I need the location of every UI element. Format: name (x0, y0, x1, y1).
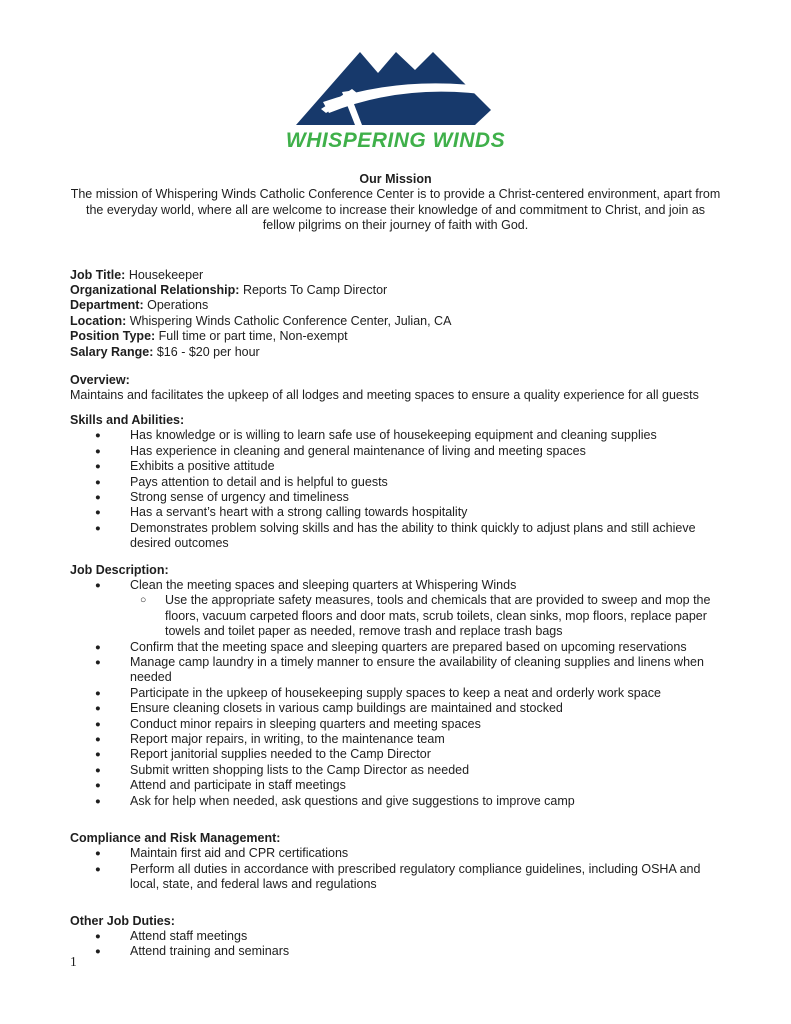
list-item-text: Perform all duties in accordance with prescribed regulatory compliance guidelines, including OSHA and local, state, and federal laws and regulations (130, 861, 701, 892)
department-value: Operations (147, 298, 209, 313)
list-item-text: Pays attention to detail and is helpful to guests (130, 474, 388, 489)
list-item (95, 686, 721, 701)
bullet-icon: ● (95, 491, 101, 503)
bullet-icon: ● (95, 946, 101, 958)
mission-text: The mission of Whispering Winds Catholic Conference Center is to provide a Christ-centered environment, apart from the everyday world, where all are welcome to increase their knowledge of and commitment to Christ, and join as fellow pilgrims on their journey of faith with God. (70, 187, 721, 233)
list-item-text: Exhibits a positive attitude (130, 459, 275, 474)
bullet-icon: ● (95, 476, 101, 488)
list-item-text: Demonstrates problem solving skills and has the ability to think quickly to adjust plans and still achieve desired outcomes (130, 520, 696, 551)
list-item-text: Ask for help when needed, ask questions and give suggestions to improve camp (130, 793, 575, 808)
bullet-icon: ● (95, 749, 101, 761)
brand-name: WHISPERING WINDS (285, 129, 506, 152)
list-item (95, 717, 721, 732)
list-item (95, 521, 721, 552)
salary-range-row (70, 345, 721, 360)
salary-range-value: $16 - $20 per hour (156, 344, 260, 359)
org-relationship-label: Organizational Relationship: (70, 283, 240, 298)
list-item-text: Attend training and seminars (130, 944, 290, 959)
bullet-icon: ● (95, 461, 101, 473)
department-label: Department: (70, 298, 144, 313)
job-description-list (70, 578, 721, 809)
bullet-icon: ● (95, 687, 101, 699)
org-relationship-row (70, 283, 721, 298)
bullet-icon: ● (95, 780, 101, 792)
bullet-icon: ● (95, 641, 101, 653)
list-item-text: Has a servant’s heart with a strong calling towards hospitality (130, 505, 468, 520)
bullet-icon: ● (95, 734, 101, 745)
list-item-text: Clean the meeting spaces and sleeping quarters at Whispering Winds (130, 577, 517, 592)
bullet-icon: ● (95, 718, 101, 730)
location-label: Location: (70, 313, 127, 328)
bullet-icon: ● (95, 795, 101, 807)
position-type-row (70, 329, 721, 344)
list-item-text: Participate in the upkeep of housekeeping supply spaces to keep a neat and orderly work space (130, 685, 661, 700)
bullet-icon: ● (95, 863, 101, 875)
list-item (95, 459, 721, 474)
overview-text: Maintains and facilitates the upkeep of all lodges and meeting spaces to ensure a quality experience for all guests (70, 388, 699, 403)
compliance-heading: Compliance and Risk Management: (70, 831, 281, 846)
list-item (95, 763, 721, 778)
list-item-text: Conduct minor repairs in sleeping quarters and meeting spaces (130, 716, 481, 731)
list-item-text: Has knowledge or is willing to learn safe use of housekeeping equipment and cleaning supplies (130, 428, 657, 443)
list-item-text: Confirm that the meeting space and sleeping quarters are prepared based on upcoming reservations (130, 639, 687, 654)
location-row (70, 314, 721, 329)
job-description-heading: Job Description: (70, 562, 169, 577)
compliance-list (70, 846, 721, 892)
list-item-text: Report janitorial supplies needed to the Camp Director (130, 747, 431, 762)
list-item (95, 505, 721, 520)
list-item-text: Strong sense of urgency and timeliness (130, 489, 349, 504)
list-item (95, 475, 721, 490)
department-row (70, 298, 721, 313)
list-item (95, 428, 721, 443)
job-title-value: Housekeeper (128, 267, 204, 282)
list-item (95, 578, 721, 593)
bullet-icon: ● (95, 764, 101, 776)
list-item-text: Maintain first aid and CPR certifications (130, 846, 349, 861)
skills-heading: Skills and Abilities: (70, 412, 185, 427)
bullet-icon: ● (95, 656, 101, 668)
overview-heading: Overview: (70, 373, 130, 388)
list-item (95, 732, 721, 747)
job-title-label: Job Title: (70, 267, 126, 282)
other-duties-list (70, 929, 721, 960)
list-item (95, 490, 721, 505)
bullet-icon: ● (95, 522, 101, 534)
list-item (95, 778, 721, 793)
list-item (95, 944, 721, 959)
bullet-icon: ● (95, 931, 101, 943)
org-relationship-value: Reports To Camp Director (242, 283, 388, 298)
hollow-bullet-icon: ○ (140, 594, 147, 607)
bullet-icon: ● (95, 445, 101, 457)
bullet-icon: ● (95, 848, 101, 860)
list-item-text: Submit written shopping lists to the Camp Director as needed (130, 762, 470, 777)
list-item-text: Use the appropriate safety measures, tools and chemicals that are provided to sweep and mop the floors, vacuum carpeted floors and door mats, scrub toilets, clean sinks, mop floors, replace paper towels and toilet paper as needed, remove trash and replace trash bags (165, 593, 711, 639)
location-value: Whispering Winds Catholic Conference Center, Julian, CA (129, 313, 452, 328)
sub-list-item (140, 593, 721, 639)
bullet-icon: ● (95, 579, 101, 591)
list-item-text: Attend and participate in staff meetings (130, 778, 346, 793)
list-item-text: Attend staff meetings (130, 929, 248, 944)
list-item (95, 794, 721, 809)
list-item (95, 929, 721, 944)
list-item (95, 846, 721, 861)
job-title-row (70, 268, 721, 283)
list-item (95, 747, 721, 762)
bullet-icon: ● (95, 507, 101, 519)
bullet-icon: ● (95, 703, 101, 715)
list-item (95, 655, 721, 686)
list-item-text: Report major repairs, in writing, to the maintenance team (130, 732, 445, 746)
list-item (95, 640, 721, 655)
list-item-text: Ensure cleaning closets in various camp buildings are maintained and stocked (130, 701, 563, 716)
logo (70, 0, 721, 153)
list-item (95, 701, 721, 716)
list-item (95, 862, 721, 893)
position-type-label: Position Type: (70, 329, 156, 344)
bullet-icon: ● (95, 430, 101, 442)
list-item-text: Manage camp laundry in a timely manner to ensure the availability of cleaning supplies and linens when needed (130, 654, 704, 685)
list-item (95, 444, 721, 459)
job-info-block (70, 268, 721, 360)
position-type-value: Full time or part time, Non-exempt (158, 329, 348, 344)
salary-range-label: Salary Range: (70, 344, 154, 359)
mission-heading: Our Mission (359, 172, 432, 186)
other-duties-heading: Other Job Duties: (70, 913, 175, 928)
page-number: 1 (70, 954, 77, 969)
mountains-swoosh-logo-icon (296, 52, 496, 125)
skills-list (70, 428, 721, 551)
list-item-text: Has experience in cleaning and general maintenance of living and meeting spaces (130, 443, 586, 458)
